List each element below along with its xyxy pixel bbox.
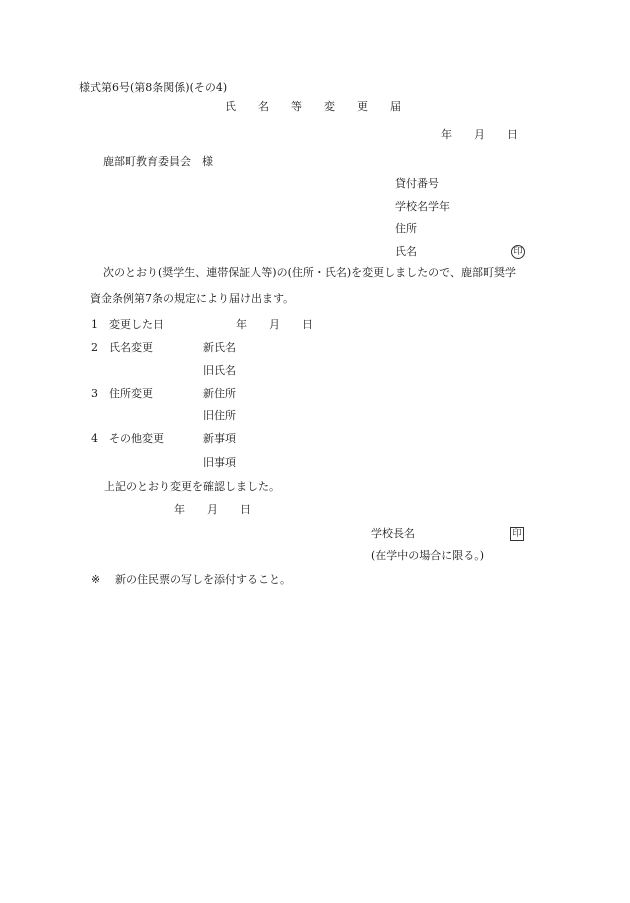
principal-note: (在学中の場合に限る。) [371, 549, 485, 562]
body-text-line1: 次のとおり(奨学生、連帯保証人等)の(住所・氏名)を変更しましたので、鹿部町奨学 [103, 266, 516, 279]
note-mark: ※ [91, 573, 101, 586]
item-1-label: 変更した日 [109, 318, 164, 331]
item-4-number: 4 [91, 432, 98, 445]
form-title: 氏 名 等 変 更 届 [225, 100, 401, 113]
attachment-note: 新の住民票の写しを添付すること。 [115, 573, 291, 586]
item-2-number: 2 [91, 341, 98, 354]
school-grade-label: 学校名学年 [395, 200, 450, 213]
principal-label: 学校長名 [371, 527, 415, 540]
item-3-label: 住所変更 [109, 387, 153, 400]
item-2-old: 旧氏名 [203, 364, 236, 377]
item-1-number: 1 [91, 318, 98, 331]
item-2-new: 新氏名 [203, 341, 236, 354]
item-3-number: 3 [91, 387, 98, 400]
item-1-date: 年 月 日 [236, 318, 313, 331]
form-number: 様式第6号(第8条関係)(その4) [79, 81, 228, 94]
item-4-old: 旧事項 [203, 456, 236, 469]
principal-seal-icon: 印 [510, 527, 524, 541]
addressee: 鹿部町教育委員会 様 [103, 155, 213, 168]
submission-date: 年 月 日 [441, 128, 518, 141]
item-3-new: 新住所 [203, 387, 236, 400]
item-3-old: 旧住所 [203, 409, 236, 422]
loan-number-label: 貸付番号 [395, 177, 439, 190]
item-2-label: 氏名変更 [109, 341, 153, 354]
confirm-text: 上記のとおり変更を確認しました。 [104, 480, 280, 493]
confirm-date: 年 月 日 [174, 503, 251, 516]
item-4-label: その他変更 [109, 432, 164, 445]
body-text-line2: 資金条例第7条の規定により届け出ます。 [90, 292, 295, 305]
item-4-new: 新事項 [203, 432, 236, 445]
address-label: 住所 [395, 222, 417, 235]
name-label: 氏名 [395, 245, 417, 258]
applicant-seal-icon: 印 [511, 245, 525, 259]
